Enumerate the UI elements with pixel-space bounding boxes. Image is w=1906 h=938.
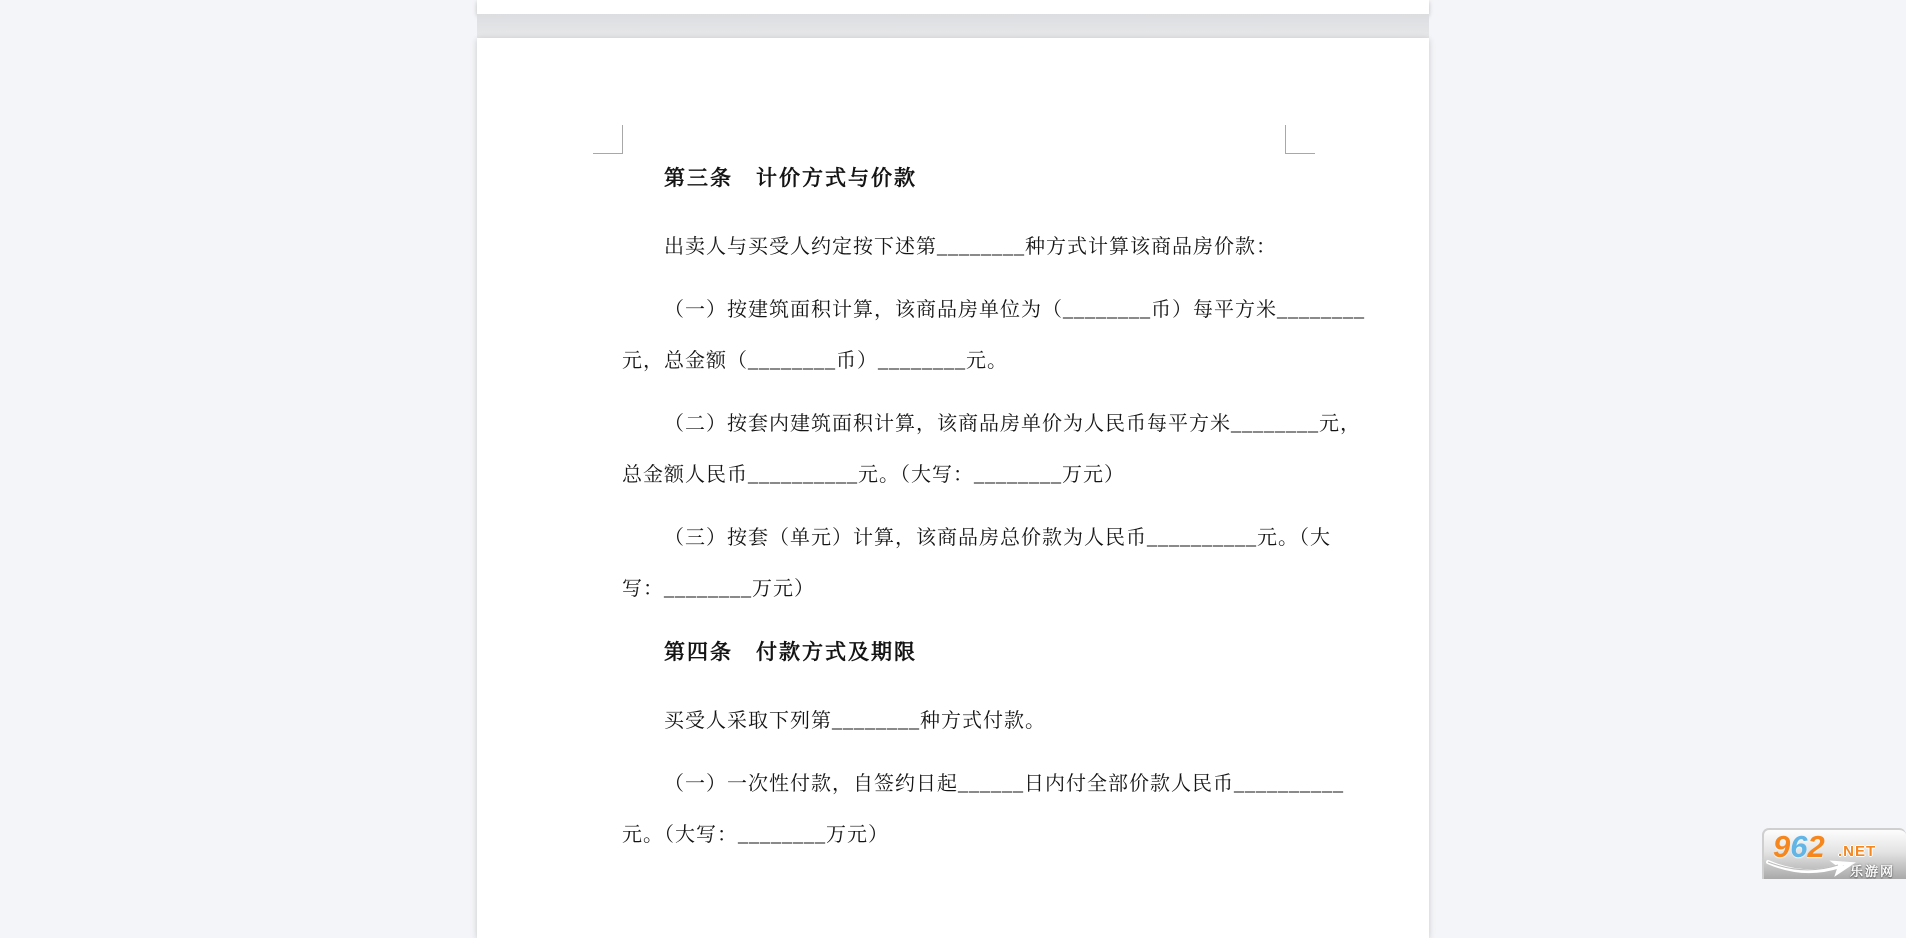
doc-heading-line: 第三条 计价方式与价款: [664, 166, 917, 190]
doc-body-line: （二）按套内建筑面积计算，该商品房单价为人民币每平方米________元，: [664, 413, 1361, 435]
doc-body-line: 写：________万元）: [622, 578, 815, 600]
document-text: [622, 153, 1365, 861]
doc-body-line: （三）按套（单元）计算，该商品房总价款为人民币__________元。（大: [664, 527, 1331, 549]
doc-body-line: 总金额人民币__________元。（大写：________万元）: [622, 464, 1125, 486]
doc-body-line: （一）按建筑面积计算，该商品房单位为（________币）每平方米________: [664, 299, 1365, 321]
doc-body-line: 元。（大写：________万元）: [622, 824, 889, 846]
text-boundary-corner-top-right: [1285, 125, 1315, 154]
doc-body-line: 出卖人与买受人约定按下述第________种方式计算该商品房价款：: [664, 236, 1277, 258]
watermark-digit-6: 6: [1790, 829, 1808, 864]
doc-body-line: 元，总金额（________币）________元。: [622, 350, 1008, 372]
text-boundary-corner-top-left: [593, 125, 623, 154]
watermark-digit-2: 2: [1807, 829, 1825, 864]
doc-body-line: （一）一次性付款，自签约日起______日内付全部价款人民币__________: [664, 773, 1344, 795]
watermark-site-name: 乐游网: [1850, 864, 1896, 879]
962net-watermark-badge: [1762, 828, 1906, 879]
doc-body-line: 买受人采取下列第________种方式付款。: [664, 710, 1046, 732]
previous-page-bottom-edge: [477, 0, 1429, 14]
doc-heading-line: 第四条 付款方式及期限: [664, 640, 917, 664]
watermark-net-suffix: .NET: [1838, 843, 1877, 860]
document-page[interactable]: [477, 38, 1429, 938]
watermark-digit-9: 9: [1773, 829, 1791, 864]
page-gap: [477, 14, 1429, 38]
swoosh-arrow-icon: [1766, 856, 1856, 878]
